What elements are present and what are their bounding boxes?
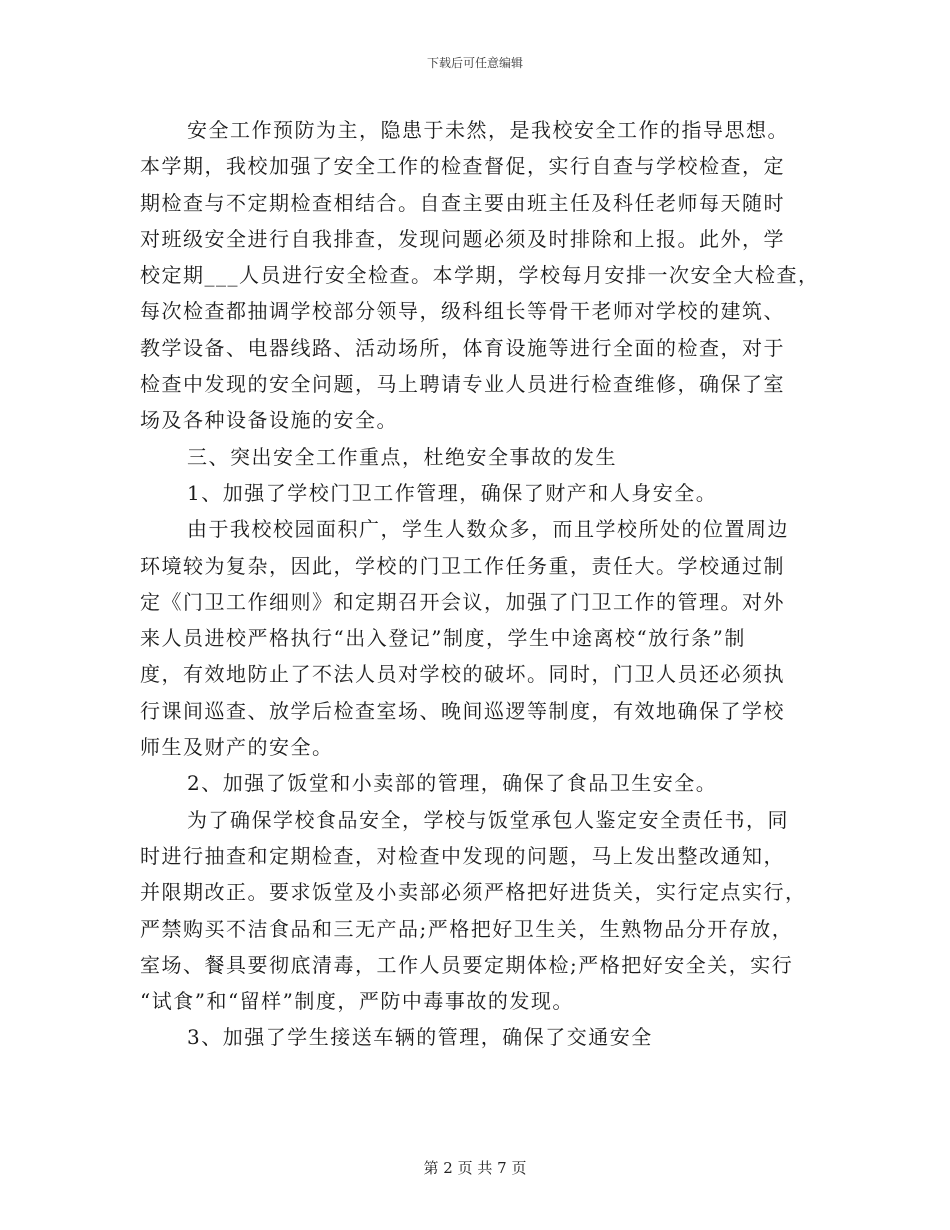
page-header: 下载后可任意编辑 (426, 56, 523, 70)
text-line: 由于我校校园面积广，学生人数众多，而且学校所处的位置周边 (187, 517, 789, 542)
text-line: 环境较为复杂，因此，学校的门卫工作任务重，责任大。学校通过制 (140, 553, 785, 578)
text-line: 行课间巡查、放学后检查室场、晚间巡逻等制度，有效地确保了学校 (140, 698, 785, 723)
text-line: 本学期，我校加强了安全工作的检查督促，实行自查与学校检查，定 (140, 154, 785, 179)
text-line: 每次检查都抽调学校部分领导，级科组长等骨干老师对学校的建筑、 (140, 299, 785, 324)
text-line: 并限期改正。要求饭堂及小卖部必须严格把好进货关，实行定点实行， (140, 880, 807, 905)
text-line: 师生及财产的安全。 (140, 735, 334, 760)
text-line: 安全工作预防为主，隐患于未然，是我校安全工作的指导思想。 (187, 118, 789, 142)
subsection-heading: 3、加强了学生接送车辆的管理，确保了交通安全 (187, 1025, 653, 1050)
text-line: 室场、餐具要彻底清毒，工作人员要定期体检;严格把好安全关，实行 (140, 952, 794, 977)
text-line: 校定期___人员进行安全检查。本学期，学校每月安排一次安全大检查， (140, 263, 820, 288)
section-heading: 三、突出安全工作重点，杜绝安全事故的发生 (187, 444, 617, 469)
page-footer: 第 2 页 共 7 页 (423, 1159, 527, 1177)
text-line: 检查中发现的安全问题，马上聘请专业人员进行检查维修，确保了室 (140, 372, 785, 397)
document-body (140, 112, 830, 1056)
text-line: “试食”和“留样”制度，严防中毒事故的发现。 (140, 989, 574, 1014)
subsection-heading: 2、加强了饭堂和小卖部的管理，确保了食品卫生安全。 (187, 771, 718, 796)
text-line: 严禁购买不洁食品和三无产品;严格把好卫生关，生熟物品分开存放， (140, 916, 794, 941)
subsection-heading: 1、加强了学校门卫工作管理，确保了财产和人身安全。 (187, 480, 718, 505)
text-line: 对班级安全进行自我排查，发现问题必须及时排除和上报。此外，学 (140, 226, 785, 251)
text-line: 定《门卫工作细则》和定期召开会议，加强了门卫工作的管理。对外 (140, 589, 785, 614)
text-line: 教学设备、电器线路、活动场所，体育设施等进行全面的检查，对于 (140, 335, 785, 360)
text-line: 期检查与不定期检查相结合。自查主要由班主任及科任老师每天随时 (140, 190, 785, 215)
text-line: 为了确保学校食品安全，学校与饭堂承包人鉴定安全责任书，同 (187, 807, 789, 832)
text-line: 度，有效地防止了不法人员对学校的破坏。同时，门卫人员还必须执 (140, 662, 785, 687)
text-line: 时进行抽查和定期检查，对检查中发现的问题，马上发出整改通知， (140, 843, 785, 868)
text-line: 场及各种设备设施的安全。 (140, 408, 398, 433)
text-line: 来人员进校严格执行“出入登记”制度，学生中途离校“放行条”制 (140, 626, 746, 651)
